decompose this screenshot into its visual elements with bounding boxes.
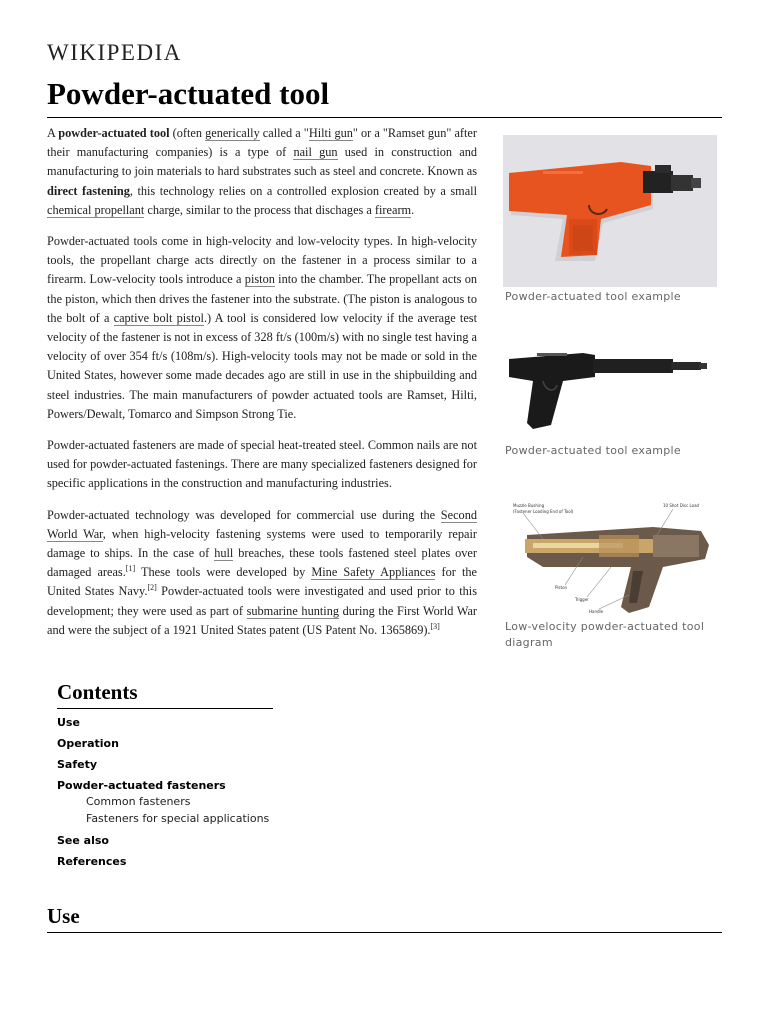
figure-caption: Low-velocity powder-actuated tool diagram: [505, 620, 705, 649]
toc-item-common-fasteners[interactable]: Common fasteners: [86, 795, 191, 808]
link-chemical-propellant[interactable]: chemical propellant: [47, 202, 145, 217]
diagram-label-trigger: Trigger: [575, 597, 589, 602]
table-of-contents: [57, 716, 269, 876]
toc-item-references[interactable]: References: [57, 855, 127, 868]
paragraph-history: Powder-actuated technology was developed for commercial use during the Second World War, when high-velocity fastening systems were used to temporarily repair damage to ships. In the case of hull breaches, these tools fastened steel plates over damaged areas.[1] These tools were developed by Mine Safety Appliances for the United States Navy.[2] Powder-actuated tools were investigated and used prior to this development; they were used as part of submarine hunting during the First World War and were the subject of a 1921 United States patent (US Patent No. 1365869).[3]: [47, 507, 478, 637]
toc-title: Contents: [57, 680, 138, 704]
diagram-label-muzzle-sub: (Fastener Loading End of Tool): [513, 509, 574, 514]
toc-item-operation[interactable]: Operation: [57, 737, 119, 750]
diagram-label-muzzle: Muzzle Bushing: [513, 503, 545, 508]
figure-orange-tool-image[interactable]: [503, 135, 717, 287]
article-body: [47, 124, 477, 652]
link-hull[interactable]: hull: [214, 546, 234, 561]
link-mine-safety-appliances[interactable]: Mine Safety Appliances: [311, 565, 436, 580]
toc-divider: [57, 708, 273, 709]
bold-term: direct fastening: [47, 183, 130, 198]
figure-black-tool-image[interactable]: [503, 345, 717, 435]
bold-term: powder-actuated tool: [58, 126, 170, 140]
paragraph-intro: A powder-actuated tool (often generically called a "Hilti gun" or a "Ramset gun" after their manufacturing companies) is a type of nail gun used in construction and manufacturing to join materials to hard substrates such as steel and concrete. Known as direct fastening, this technology relies on a controlled explosion created by a small chemical propellant charge, similar to the process that dischages a firearm.: [47, 126, 477, 217]
toc-item-powder-actuated-fasteners[interactable]: Powder-actuated fasteners: [57, 779, 226, 792]
toc-item-safety[interactable]: Safety: [57, 758, 98, 771]
section-heading-use: Use: [47, 904, 80, 928]
figure-tool-diagram[interactable]: [503, 495, 717, 617]
toc-item-use[interactable]: Use: [57, 716, 80, 729]
link-generically[interactable]: generically: [205, 126, 260, 140]
paragraph-fasteners: Powder-actuated fasteners are made of special heat-treated steel. Common nails are not used for powder-actuated fastenings. There are many specialized fasteners designed for specific applications in the construction and manufacturing industries.: [47, 438, 477, 491]
link-firearm[interactable]: firearm: [374, 202, 412, 217]
diagram-label-load: 10 Shot Disc Load: [663, 503, 700, 508]
link-hilti-gun[interactable]: Hilti gun: [308, 126, 353, 140]
citation-3[interactable]: [3]: [430, 621, 440, 631]
link-nail-gun[interactable]: nail gun: [293, 145, 338, 160]
diagram-label-handle: Handle: [589, 609, 604, 614]
title-divider: [47, 117, 722, 118]
page-title: Powder-actuated tool: [47, 76, 330, 111]
figure-caption: Powder-actuated tool example: [505, 290, 681, 303]
paragraph-types: Powder-actuated tools come in high-velocity and low-velocity types. In high-velocity tools, the propellant charge acts directly on the fastener in a process similar to a firearm. Low-velocity tools introduce a piston into the chamber. The propellant acts on the piston, which then drives the fastener into the substrate. (The piston is analogous to the bolt of a captive bolt pistol.) A tool is considered low velocity if the average test velocity of the fastener is not in excess of 328 ft/s (100m/s) with no single test having a velocity of over 354 ft/s (108m/s). High-velocity tools may not be made or sold in the United States, however some made decades ago are still in use in the shipbuilding and steel industries. The main manufacturers of powder actuated tools are Ramset, Hilti, Powers/Dewalt, Tomarco and Simpson Strong Tie.: [47, 234, 477, 421]
diagram-label-piston: Piston: [555, 585, 568, 590]
toc-item-fasteners-special[interactable]: Fasteners for special applications: [86, 812, 270, 825]
citation-1[interactable]: [1]: [125, 564, 136, 574]
link-submarine-hunting[interactable]: submarine hunting: [246, 603, 339, 618]
section-divider: [47, 932, 722, 933]
figure-caption: Powder-actuated tool example: [505, 444, 681, 457]
link-piston[interactable]: piston: [244, 272, 275, 287]
link-second-world-war[interactable]: Second World War: [47, 507, 477, 541]
wikipedia-logo[interactable]: WIKIPEDIA: [47, 40, 182, 65]
link-captive-bolt-pistol[interactable]: captive bolt pistol: [113, 310, 204, 325]
citation-2[interactable]: [2]: [147, 583, 157, 593]
toc-item-see-also[interactable]: See also: [57, 834, 109, 847]
